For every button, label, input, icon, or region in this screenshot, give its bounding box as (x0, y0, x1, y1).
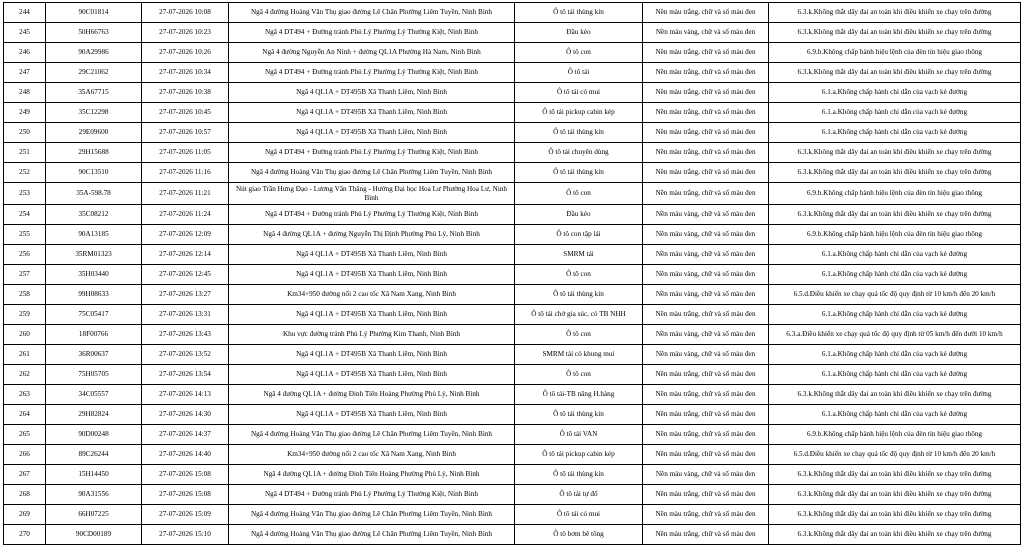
vehicle-type-cell: Ô tô con (515, 265, 643, 285)
violation-cell: 6.9.b.Không chấp hành hiệu lệnh của đèn tín hiệu giao thông (769, 425, 1021, 445)
vehicle-type-cell: Ô tô tải chuyên dùng (515, 143, 643, 163)
violation-cell: 6.9.b.Không chấp hành hiệu lệnh của đèn tín hiệu giao thông (769, 183, 1021, 205)
license-plate-cell: 36R00637 (46, 345, 142, 365)
violation-cell: 6.3.k.Không thắt dây đai an toàn khi điều khiển xe chạy trên đường (769, 23, 1021, 43)
plate-color-cell: Nền màu trắng, chữ và số màu đen (643, 123, 769, 143)
table-row (4, 345, 1021, 365)
location-cell: Ngã 4 DT494 + Đường tránh Phủ Lý Phường Lý Thường Kiệt, Ninh Bình (229, 205, 515, 225)
plate-color-cell: Nền màu trắng, chữ và số màu đen (643, 3, 769, 23)
license-plate-cell: 90C01814 (46, 3, 142, 23)
location-cell: Ngã 4 QL1A + DT495B Xã Thanh Liêm, Ninh Bình (229, 265, 515, 285)
table-row (4, 325, 1021, 345)
table-row (4, 63, 1021, 83)
vehicle-type-cell: Ô tô tải-TB nâng H.hàng (515, 385, 643, 405)
violation-cell: 6.1.a.Không chấp hành chỉ dẫn của vạch kẻ đường (769, 245, 1021, 265)
violation-cell: 6.3.k.Không thắt dây đai an toàn khi điều khiển xe chạy trên đường (769, 63, 1021, 83)
license-plate-cell: 29E09600 (46, 123, 142, 143)
violation-cell: 6.9.b.Không chấp hành hiệu lệnh của đèn tín hiệu giao thông (769, 43, 1021, 63)
timestamp-cell: 27-07-2026 15:09 (142, 505, 229, 525)
plate-color-cell: Nền màu trắng, chữ và số màu đen (643, 365, 769, 385)
location-cell: Ngã 4 đường Hoàng Văn Thụ giao đường Lê Chân Phường Liêm Tuyền, Ninh Bình (229, 525, 515, 545)
plate-color-cell: Nền màu trắng, chữ và số màu đen (643, 143, 769, 163)
plate-color-cell: Nền màu trắng, chữ và số màu đen (643, 405, 769, 425)
plate-color-cell: Nền màu vàng, chữ và số màu đen (643, 205, 769, 225)
vehicle-type-cell: Ô tô bơm bê tông (515, 525, 643, 545)
table-row (4, 205, 1021, 225)
row-number-cell: 248 (4, 83, 46, 103)
table-body (4, 3, 1021, 545)
location-cell: Km34+950 đường nối 2 cao tốc Xã Nam Xang, Ninh Bình (229, 285, 515, 305)
violation-cell: 6.3.k.Không thắt dây đai an toàn khi điều khiển xe chạy trên đường (769, 205, 1021, 225)
vehicle-type-cell: Ô tô tải thùng kín (515, 3, 643, 23)
row-number-cell: 251 (4, 143, 46, 163)
row-number-cell: 247 (4, 63, 46, 83)
violation-cell: 6.1.a.Không chấp hành chỉ dẫn của vạch kẻ đường (769, 305, 1021, 325)
location-cell: Ngã 4 đường QL1A + đường Đinh Tiên Hoàng Phường Phủ Lý, Ninh Bình (229, 465, 515, 485)
row-number-cell: 265 (4, 425, 46, 445)
violation-cell: 6.3.a.Điều khiển xe chạy quá tốc độ quy định từ 05 km/h đến dưới 10 km/h (769, 325, 1021, 345)
license-plate-cell: 90A31556 (46, 485, 142, 505)
table-row (4, 183, 1021, 205)
location-cell: Ngã 4 đường Hoàng Văn Thụ giao đường Lê Chân Phường Liêm Tuyền, Ninh Bình (229, 3, 515, 23)
vehicle-type-cell: Ô tô tải VAN (515, 425, 643, 445)
violation-cell: 6.3.k.Không thắt dây đai an toàn khi điều khiển xe chạy trên đường (769, 385, 1021, 405)
row-number-cell: 249 (4, 103, 46, 123)
timestamp-cell: 27-07-2026 15:08 (142, 485, 229, 505)
violation-cell: 6.1.a.Không chấp hành chỉ dẫn của vạch kẻ đường (769, 345, 1021, 365)
location-cell: Khu vực đường tránh Phủ Lý Phường Kim Thanh, Ninh Bình (229, 325, 515, 345)
row-number-cell: 269 (4, 505, 46, 525)
location-cell: Ngã 4 QL1A + DT495B Xã Thanh Liêm, Ninh Bình (229, 83, 515, 103)
table-row (4, 525, 1021, 545)
timestamp-cell: 27-07-2026 11:24 (142, 205, 229, 225)
violation-cell: 6.3.k.Không thắt dây đai an toàn khi điều khiển xe chạy trên đường (769, 485, 1021, 505)
violation-cell: 6.1.a.Không chấp hành chỉ dẫn của vạch kẻ đường (769, 265, 1021, 285)
table-row (4, 405, 1021, 425)
license-plate-cell: 29H15688 (46, 143, 142, 163)
license-plate-cell: 66H07225 (46, 505, 142, 525)
license-plate-cell: 99H08633 (46, 285, 142, 305)
vehicle-type-cell: Ô tô tải thùng kín (515, 285, 643, 305)
location-cell: Ngã 4 đường Hoàng Văn Thụ giao đường Lê Chân Phường Liêm Tuyền, Ninh Bình (229, 505, 515, 525)
plate-color-cell: Nền màu trắng, chữ và số màu đen (643, 183, 769, 205)
row-number-cell: 252 (4, 163, 46, 183)
table-row (4, 485, 1021, 505)
violation-cell: 6.5.d.Điều khiển xe chạy quá tốc độ quy định từ 10 km/h đến 20 km/h (769, 285, 1021, 305)
violation-cell: 6.3.k.Không thắt dây đai an toàn khi điều khiển xe chạy trên đường (769, 465, 1021, 485)
location-cell: Ngã 4 đường Hoàng Văn Thụ giao đường Lê Chân Phường Liêm Tuyền, Ninh Bình (229, 163, 515, 183)
violation-cell: 6.1.a.Không chấp hành chỉ dẫn của vạch kẻ đường (769, 103, 1021, 123)
table-row (4, 465, 1021, 485)
timestamp-cell: 27-07-2026 10:57 (142, 123, 229, 143)
table-row (4, 385, 1021, 405)
violation-cell: 6.1.a.Không chấp hành chỉ dẫn của vạch kẻ đường (769, 83, 1021, 103)
license-plate-cell: 29C21062 (46, 63, 142, 83)
license-plate-cell: 90A13185 (46, 225, 142, 245)
plate-color-cell: Nền màu trắng, chữ và số màu đen (643, 103, 769, 123)
timestamp-cell: 27-07-2026 13:43 (142, 325, 229, 345)
table-row (4, 505, 1021, 525)
violation-cell: 6.3.k.Không thắt dây đai an toàn khi điều khiển xe chạy trên đường (769, 3, 1021, 23)
timestamp-cell: 27-07-2026 12:45 (142, 265, 229, 285)
timestamp-cell: 27-07-2026 14:13 (142, 385, 229, 405)
timestamp-cell: 27-07-2026 13:27 (142, 285, 229, 305)
row-number-cell: 244 (4, 3, 46, 23)
vehicle-type-cell: Ô tô tải có mui (515, 505, 643, 525)
license-plate-cell: 35A67715 (46, 83, 142, 103)
row-number-cell: 261 (4, 345, 46, 365)
plate-color-cell: Nền màu trắng, chữ và số màu đen (643, 485, 769, 505)
location-cell: Ngã 4 QL1A + DT495B Xã Thanh Liêm, Ninh Bình (229, 103, 515, 123)
vehicle-type-cell: Ô tô tải có mui (515, 83, 643, 103)
violation-cell: 6.1.a.Không chấp hành chỉ dẫn của vạch kẻ đường (769, 365, 1021, 385)
vehicle-type-cell: Đầu kéo (515, 23, 643, 43)
row-number-cell: 260 (4, 325, 46, 345)
license-plate-cell: 90A29986 (46, 43, 142, 63)
table-row (4, 143, 1021, 163)
license-plate-cell: 29H82824 (46, 405, 142, 425)
license-plate-cell: 90CD00189 (46, 525, 142, 545)
location-cell: Ngã 4 DT494 + Đường tránh Phủ Lý Phường Lý Thường Kiệt, Ninh Bình (229, 485, 515, 505)
row-number-cell: 268 (4, 485, 46, 505)
timestamp-cell: 27-07-2026 14:30 (142, 405, 229, 425)
row-number-cell: 270 (4, 525, 46, 545)
vehicle-type-cell: Ô tô con (515, 43, 643, 63)
vehicle-type-cell: Ô tô tải (515, 63, 643, 83)
violation-cell: 6.3.k.Không thắt dây đai an toàn khi điều khiển xe chạy trên đường (769, 143, 1021, 163)
table-row (4, 225, 1021, 245)
row-number-cell: 256 (4, 245, 46, 265)
license-plate-cell: 35RM01323 (46, 245, 142, 265)
plate-color-cell: Nền màu trắng, chữ và số màu đen (643, 385, 769, 405)
table-row (4, 305, 1021, 325)
location-cell: Ngã 4 QL1A + DT495B Xã Thanh Liêm, Ninh Bình (229, 123, 515, 143)
plate-color-cell: Nền màu trắng, chữ và số màu đen (643, 525, 769, 545)
plate-color-cell: Nền màu trắng, chữ và số màu đen (643, 505, 769, 525)
plate-color-cell: Nền màu trắng, chữ và số màu đen (643, 445, 769, 465)
violation-cell: 6.3.k.Không thắt dây đai an toàn khi điều khiển xe chạy trên đường (769, 163, 1021, 183)
table-row (4, 43, 1021, 63)
location-cell: Ngã 4 QL1A + DT495B Xã Thanh Liêm, Ninh Bình (229, 305, 515, 325)
timestamp-cell: 27-07-2026 11:21 (142, 183, 229, 205)
license-plate-cell: 89C26244 (46, 445, 142, 465)
timestamp-cell: 27-07-2026 10:45 (142, 103, 229, 123)
location-cell: Ngã 4 DT494 + Đường tránh Phủ Lý Phường Lý Thường Kiệt, Ninh Bình (229, 143, 515, 163)
timestamp-cell: 27-07-2026 13:31 (142, 305, 229, 325)
table-row (4, 285, 1021, 305)
timestamp-cell: 27-07-2026 10:38 (142, 83, 229, 103)
vehicle-type-cell: Ô tô tải thùng kín (515, 405, 643, 425)
license-plate-cell: 90D00248 (46, 425, 142, 445)
row-number-cell: 262 (4, 365, 46, 385)
vehicle-type-cell: Ô tô tải thùng kín (515, 123, 643, 143)
plate-color-cell: Nền màu vàng, chữ và số màu đen (643, 345, 769, 365)
violation-cell: 6.3.k.Không thắt dây đai an toàn khi điều khiển xe chạy trên đường (769, 505, 1021, 525)
plate-color-cell: Nền màu trắng, chữ và số màu đen (643, 83, 769, 103)
plate-color-cell: Nền màu trắng, chữ và số màu đen (643, 163, 769, 183)
license-plate-cell: 18F00766 (46, 325, 142, 345)
license-plate-cell: 15H14450 (46, 465, 142, 485)
violation-cell: 6.1.a.Không chấp hành chỉ dẫn của vạch kẻ đường (769, 405, 1021, 425)
location-cell: Ngã 4 QL1A + DT495B Xã Thanh Liêm, Ninh Bình (229, 345, 515, 365)
location-cell: Nút giao Trần Hưng Đạo - Lương Văn Thăng - Hướng Đại học Hoa Lư Phường Hoa Lư, Ninh Bình (229, 183, 515, 205)
timestamp-cell: 27-07-2026 10:34 (142, 63, 229, 83)
timestamp-cell: 27-07-2026 11:16 (142, 163, 229, 183)
plate-color-cell: Nền màu vàng, chữ và số màu đen (643, 325, 769, 345)
location-cell: Ngã 4 đường QL1A + đường Nguyễn Thị Định Phường Phủ Lý, Ninh Bình (229, 225, 515, 245)
vehicle-type-cell: Ô tô con (515, 183, 643, 205)
row-number-cell: 257 (4, 265, 46, 285)
license-plate-cell: 90C13510 (46, 163, 142, 183)
vehicle-type-cell: Ô tô tải thùng kín (515, 465, 643, 485)
vehicle-type-cell: Ô tô tải chở gia súc, có TB NHH (515, 305, 643, 325)
vehicle-type-cell: Ô tô con tập lái (515, 225, 643, 245)
license-plate-cell: 75C05417 (46, 305, 142, 325)
location-cell: Ngã 4 đường QL1A + đường Đinh Tiên Hoàng Phường Phủ Lý, Ninh Bình (229, 385, 515, 405)
plate-color-cell: Nền màu trắng, chữ và số màu đen (643, 425, 769, 445)
row-number-cell: 263 (4, 385, 46, 405)
plate-color-cell: Nền màu trắng, chữ và số màu đen (643, 305, 769, 325)
license-plate-cell: 35C12298 (46, 103, 142, 123)
location-cell: Ngã 4 QL1A + DT495B Xã Thanh Liêm, Ninh Bình (229, 405, 515, 425)
vehicle-type-cell: Ô tô tải tự đổ (515, 485, 643, 505)
timestamp-cell: 27-07-2026 10:08 (142, 3, 229, 23)
table-row (4, 123, 1021, 143)
timestamp-cell: 27-07-2026 12:09 (142, 225, 229, 245)
table-row (4, 23, 1021, 43)
vehicle-type-cell: Ô tô tải thùng kín (515, 163, 643, 183)
timestamp-cell: 27-07-2026 13:52 (142, 345, 229, 365)
table-row (4, 425, 1021, 445)
location-cell: Ngã 4 QL1A + DT495B Xã Thanh Liêm, Ninh Bình (229, 245, 515, 265)
location-cell: Ngã 4 đường Nguyễn An Ninh + đường QL1A Phường Hà Nam, Ninh Bình (229, 43, 515, 63)
license-plate-cell: 34C05557 (46, 385, 142, 405)
plate-color-cell: Nền màu trắng, chữ và số màu đen (643, 43, 769, 63)
vehicle-type-cell: Ô tô tải pickup cabin kép (515, 103, 643, 123)
timestamp-cell: 27-07-2026 11:05 (142, 143, 229, 163)
plate-color-cell: Nền màu vàng, chữ và số màu đen (643, 285, 769, 305)
license-plate-cell: 35A-598.78 (46, 183, 142, 205)
plate-color-cell: Nền màu vàng, chữ và số màu đen (643, 225, 769, 245)
vehicle-type-cell: SMRM tải có khung mui (515, 345, 643, 365)
row-number-cell: 254 (4, 205, 46, 225)
location-cell: Ngã 4 DT494 + Đường tránh Phủ Lý Phường Lý Thường Kiệt, Ninh Bình (229, 23, 515, 43)
timestamp-cell: 27-07-2026 12:14 (142, 245, 229, 265)
plate-color-cell: Nền màu vàng, chữ và số màu đen (643, 465, 769, 485)
vehicle-type-cell: Đầu kéo (515, 205, 643, 225)
row-number-cell: 259 (4, 305, 46, 325)
row-number-cell: 253 (4, 183, 46, 205)
row-number-cell: 246 (4, 43, 46, 63)
plate-color-cell: Nền màu trắng, chữ và số màu đen (643, 63, 769, 83)
location-cell: Ngã 4 QL1A + DT495B Xã Thanh Liêm, Ninh Bình (229, 365, 515, 385)
table-row (4, 365, 1021, 385)
timestamp-cell: 27-07-2026 15:08 (142, 465, 229, 485)
violation-cell: 6.1.a.Không chấp hành chỉ dẫn của vạch kẻ đường (769, 123, 1021, 143)
table-row (4, 265, 1021, 285)
license-plate-cell: 75H05705 (46, 365, 142, 385)
violation-cell: 6.3.k.Không thắt dây đai an toàn khi điều khiển xe chạy trên đường (769, 525, 1021, 545)
license-plate-cell: 35H03440 (46, 265, 142, 285)
vehicle-type-cell: Ô tô tải pickup cabin kép (515, 445, 643, 465)
violation-cell: 6.9.b.Không chấp hành hiệu lệnh của đèn tín hiệu giao thông (769, 225, 1021, 245)
timestamp-cell: 27-07-2026 10:26 (142, 43, 229, 63)
table-row (4, 445, 1021, 465)
table-row (4, 103, 1021, 123)
plate-color-cell: Nền màu vàng, chữ và số màu đen (643, 265, 769, 285)
row-number-cell: 266 (4, 445, 46, 465)
license-plate-cell: 35C08212 (46, 205, 142, 225)
plate-color-cell: Nền màu vàng, chữ và số màu đen (643, 23, 769, 43)
vehicle-type-cell: Ô tô con (515, 325, 643, 345)
table-row (4, 3, 1021, 23)
timestamp-cell: 27-07-2026 10:23 (142, 23, 229, 43)
vehicle-type-cell: SMRM tải (515, 245, 643, 265)
timestamp-cell: 27-07-2026 15:10 (142, 525, 229, 545)
row-number-cell: 267 (4, 465, 46, 485)
timestamp-cell: 27-07-2026 14:37 (142, 425, 229, 445)
table-row (4, 163, 1021, 183)
location-cell: Ngã 4 DT494 + Đường tránh Phủ Lý Phường Lý Thường Kiệt, Ninh Bình (229, 63, 515, 83)
license-plate-cell: 50H66763 (46, 23, 142, 43)
vehicle-type-cell: Ô tô con (515, 365, 643, 385)
location-cell: Ngã 4 đường Hoàng Văn Thụ giao đường Lê Chân Phường Liêm Tuyền, Ninh Bình (229, 425, 515, 445)
plate-color-cell: Nền màu vàng, chữ và số màu đen (643, 245, 769, 265)
row-number-cell: 245 (4, 23, 46, 43)
violations-table (3, 2, 1021, 545)
row-number-cell: 250 (4, 123, 46, 143)
row-number-cell: 258 (4, 285, 46, 305)
row-number-cell: 264 (4, 405, 46, 425)
timestamp-cell: 27-07-2026 14:40 (142, 445, 229, 465)
row-number-cell: 255 (4, 225, 46, 245)
table-row (4, 245, 1021, 265)
violation-cell: 6.5.d.Điều khiển xe chạy quá tốc độ quy định từ 10 km/h đến 20 km/h (769, 445, 1021, 465)
table-row (4, 83, 1021, 103)
location-cell: Km34+950 đường nối 2 cao tốc Xã Nam Xang, Ninh Bình (229, 445, 515, 465)
timestamp-cell: 27-07-2026 13:54 (142, 365, 229, 385)
